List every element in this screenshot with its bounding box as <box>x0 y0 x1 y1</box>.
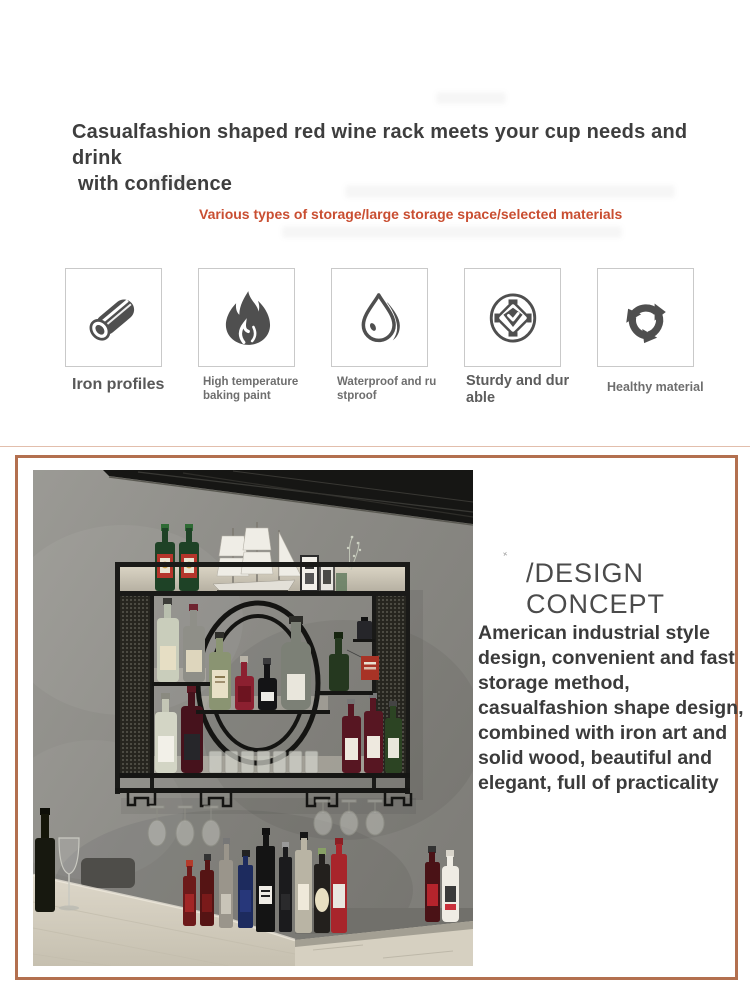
feature-box <box>65 268 162 367</box>
page-title-line2: with confidence <box>78 173 233 195</box>
feature-box <box>464 268 561 367</box>
feature-label: baking paint <box>203 390 271 402</box>
recycle-icon <box>613 285 679 351</box>
stool <box>81 858 135 888</box>
ghost-text-artifact <box>436 92 506 104</box>
feature-sturdy <box>464 268 594 407</box>
feature-iron-profiles <box>65 268 195 392</box>
design-concept-heading: /DESIGN CONCEPT <box>526 558 666 619</box>
feature-waterproof <box>331 268 461 403</box>
feature-baking-paint <box>198 268 328 403</box>
ghost-text-artifact <box>345 185 675 198</box>
section-subtitle: Various types of storage/large storage space/selected materials <box>199 206 623 222</box>
design-concept-body: American industrial style design, convenient and fast storage method, casualfashion shape design, combined with iron art and solid wood, beautiful and elegant, full of practicality <box>478 622 744 794</box>
feature-label: High temperature <box>203 376 299 388</box>
feature-label: able <box>466 390 496 406</box>
section-divider <box>0 446 750 447</box>
feature-label: Sturdy and dur <box>466 373 570 389</box>
iron-pipe-icon <box>80 284 148 352</box>
flame-icon <box>215 286 279 350</box>
ghost-text-artifact <box>282 226 622 238</box>
rack-shadow <box>410 590 423 800</box>
ghost-text-artifact <box>152 176 194 187</box>
ghost-text-artifact: ˟ <box>502 550 509 564</box>
mesh-panel-left <box>120 596 150 774</box>
feature-label: Healthy material <box>607 380 704 394</box>
feature-box <box>331 268 428 367</box>
badge-check-icon <box>481 286 545 350</box>
feature-label: Iron profiles <box>72 376 165 393</box>
product-photo <box>33 470 473 966</box>
feature-label: stproof <box>337 390 377 402</box>
feature-box <box>198 268 295 367</box>
feature-healthy-material <box>597 268 727 394</box>
tumbler-glasses <box>209 751 318 773</box>
page-title-line1: Casualfashion shaped red wine rack meets your cup needs and drink <box>72 121 688 169</box>
feature-box <box>597 268 694 367</box>
feature-label: Waterproof and ru <box>337 376 437 388</box>
water-drop-icon <box>348 286 412 350</box>
